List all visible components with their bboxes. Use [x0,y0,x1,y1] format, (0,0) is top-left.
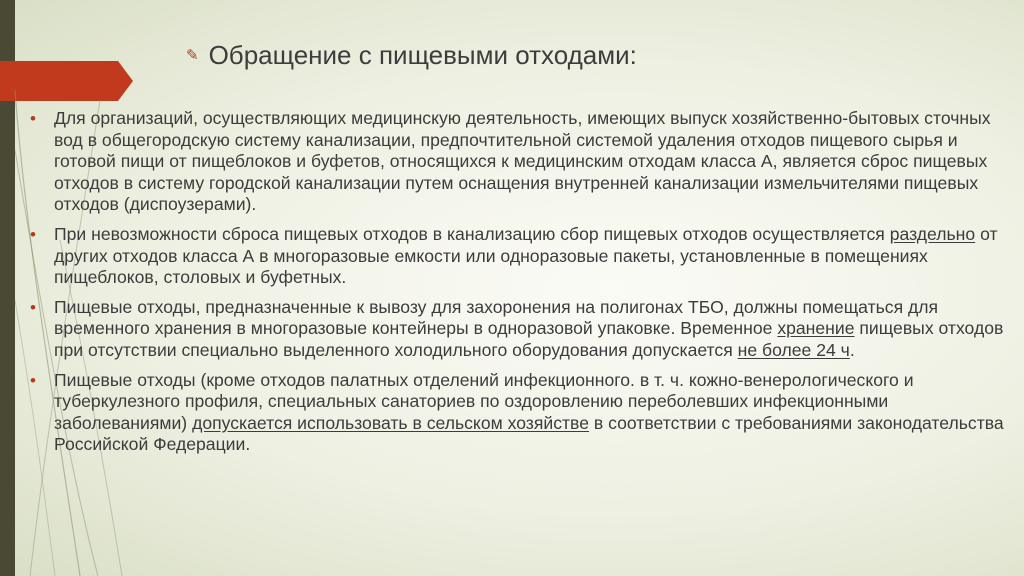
paragraph-text: Пищевые отходы, предназначенные к вывозу для захоронения на полигонах ТБО, должны помещаться для временного хранения в многоразовые контейнеры в одноразовой упаковке. Временное [54,296,939,339]
bullet-icon: • [30,370,36,390]
bullet-icon: • [30,224,36,244]
paragraph-text: Для организаций, осуществляющих медицинскую деятельность, имеющих выпуск хозяйственно-бытовых сточных вод в общегородскую систему канализации, предпочтительной системой удаления отходов пищевого сырья и готовой пищи от пищеблоков и буфетов, относящихся к медицинским отходам класса А, является сброс пищевых отходов в систему городской канализации путем оснащения внутренней канализации измельчителями пищевых отходов (диспоузерами). [54,108,991,215]
slide-title-text: Обращение с пищевыми отходами: [208,39,637,70]
paragraph-text: в соответствии с требованиями законодательства Российской Федерации. [54,412,1004,455]
accent-arrow-tab [0,61,133,101]
paragraph-text: от других отходов класса А в многоразовые емкости или одноразовые пакеты, установленные в помещениях пищеблоков, столовых и буфетных. [54,223,998,288]
pencil-icon: ✎ [186,46,199,64]
bullet-icon: • [30,297,36,317]
bullet-list [30,108,1005,464]
bullet-paragraph [30,370,1005,456]
paragraph-text: Пищевые отходы (кроме отходов палатных отделений инфекционного. в т. ч. кожно-венерологического и туберкулезного профиля, специальных санаториев по оздоровлению переболевших инфекционными заболеваниями) [54,369,914,433]
paragraph-text: . [849,339,855,360]
underlined-phrase: раздельно [889,223,976,244]
bullet-paragraph [30,108,1005,216]
bullet-paragraph [30,224,1005,289]
underlined-phrase: хранение [777,318,855,339]
paragraph-text: При невозможности сброса пищевых отходов в канализацию сбор пищевых отходов осуществляется [54,223,890,244]
bullet-icon: • [30,109,36,128]
underlined-phrase: допускается использовать в сельском хозяйстве [192,412,589,433]
slide-title [186,40,637,70]
paragraph-text: пищевых отходов при отсутствии специально выделенного холодильного оборудования допускается [54,318,1004,360]
bullet-paragraph [30,297,1005,362]
underlined-phrase: не более 24 ч [737,339,850,360]
